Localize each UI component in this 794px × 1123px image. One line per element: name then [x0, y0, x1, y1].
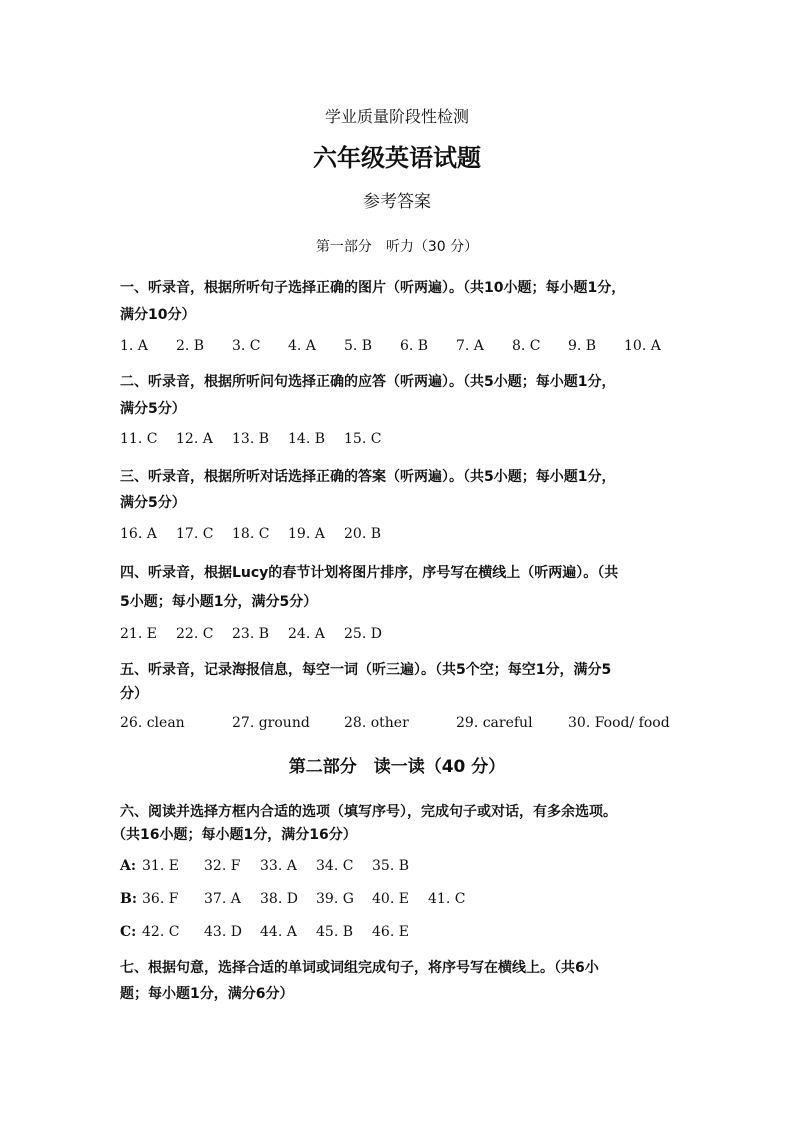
answer-item: 28. other: [344, 715, 409, 731]
answer-item: 19. A: [288, 526, 325, 542]
answer-item: 27. ground: [232, 715, 310, 731]
answer-item: 30. Food/ food: [568, 715, 670, 731]
q2-instruction-line1: 二、听录音，根据所听问句选择正确的应答（听两遍）。（共5小题；每小题1分，: [120, 374, 616, 390]
answer-item: 22. C: [176, 626, 214, 642]
answer-item: 1. A: [120, 338, 148, 354]
answer-item: 2. B: [176, 338, 205, 354]
answer-item: 14. B: [288, 431, 326, 447]
answer-item: 24. A: [288, 626, 325, 642]
q2-instruction-line2: 满分5分）: [120, 401, 186, 417]
answer-item: 6. B: [400, 338, 429, 354]
answer-item: 44. A: [260, 924, 297, 940]
answer-item: 41. C: [428, 891, 466, 907]
answer-item: 7. A: [456, 338, 484, 354]
row-label: C:: [120, 924, 137, 940]
exam-title: 六年级英语试题: [313, 144, 481, 172]
q3-instruction-line1: 三、听录音，根据所听对话选择正确的答案（听两遍）。（共5小题；每小题1分，: [120, 469, 616, 485]
answer-item: 8. C: [512, 338, 541, 354]
answer-item: 12. A: [176, 431, 213, 447]
answer-item: 23. B: [232, 626, 270, 642]
row-label: B:: [120, 891, 138, 907]
q7-instruction-line1: 七、根据句意，选择合适的单词或词组完成句子，将序号写在横线上。（共6小: [120, 960, 599, 976]
answer-item: 16. A: [120, 526, 157, 542]
answer-item: 29. careful: [456, 715, 533, 731]
answer-key-title: 参考答案: [363, 192, 431, 212]
answer-item: 33. A: [260, 858, 297, 874]
answer-item: 3. C: [232, 338, 261, 354]
answer-item: 17. C: [176, 526, 214, 542]
answer-item: 38. D: [260, 891, 298, 907]
answer-item: 34. C: [316, 858, 354, 874]
q6-instruction-line1: 六、阅读并选择方框内合适的选项（填写序号），完成句子或对话，有多余选项。: [120, 804, 617, 820]
answer-item: 4. A: [288, 338, 316, 354]
answer-item: 20. B: [344, 526, 382, 542]
answer-item: 5. B: [344, 338, 373, 354]
answer-item: 26. clean: [120, 715, 185, 731]
q4-instruction-line2: 5小题；每小题1分，满分5分）: [120, 594, 318, 610]
answer-item: 32. F: [204, 858, 241, 874]
answer-item: 37. A: [204, 891, 241, 907]
exam-series-title: 学业质量阶段性检测: [324, 107, 469, 126]
row-label: A:: [120, 858, 137, 874]
q1-instruction-line2: 满分10分）: [120, 307, 196, 323]
answer-item: 36. F: [142, 891, 179, 907]
part2-heading: 第二部分 读一读（40 分）: [288, 757, 506, 777]
answer-item: 42. C: [142, 924, 180, 940]
part1-heading: 第一部分 听力（30 分）: [315, 239, 479, 255]
answer-item: 9. B: [568, 338, 597, 354]
answer-item: 11. C: [120, 431, 158, 447]
q3-instruction-line2: 满分5分）: [120, 495, 186, 511]
q6-instruction-line2: （共16小题；每小题1分，满分16分）: [112, 827, 357, 843]
q5-instruction-line2: 分）: [120, 686, 148, 702]
answer-item: 35. B: [372, 858, 410, 874]
answer-item: 25. D: [344, 626, 382, 642]
answer-item: 15. C: [344, 431, 382, 447]
q4-instruction-line1: 四、听录音，根据Lucy的春节计划将图片排序，序号写在横线上（听两遍）。（共: [120, 565, 619, 581]
answer-item: 10. A: [624, 338, 661, 354]
answer-item: 21. E: [120, 626, 157, 642]
answer-item: 40. E: [372, 891, 409, 907]
answer-item: 39. G: [316, 891, 354, 907]
answer-item: 18. C: [232, 526, 270, 542]
answer-item: 46. E: [372, 924, 409, 940]
answer-item: 43. D: [204, 924, 242, 940]
q5-instruction-line1: 五、听录音，记录海报信息，每空一词（听三遍）。（共5个空；每空1分，满分5: [120, 662, 612, 678]
q7-instruction-line2: 题；每小题1分，满分6分）: [120, 986, 294, 1002]
answer-item: 13. B: [232, 431, 270, 447]
answer-item: 45. B: [316, 924, 354, 940]
q1-instruction-line1: 一、听录音，根据所听句子选择正确的图片（听两遍）。（共10小题；每小题1分，: [120, 280, 626, 296]
answer-item: 31. E: [142, 858, 179, 874]
